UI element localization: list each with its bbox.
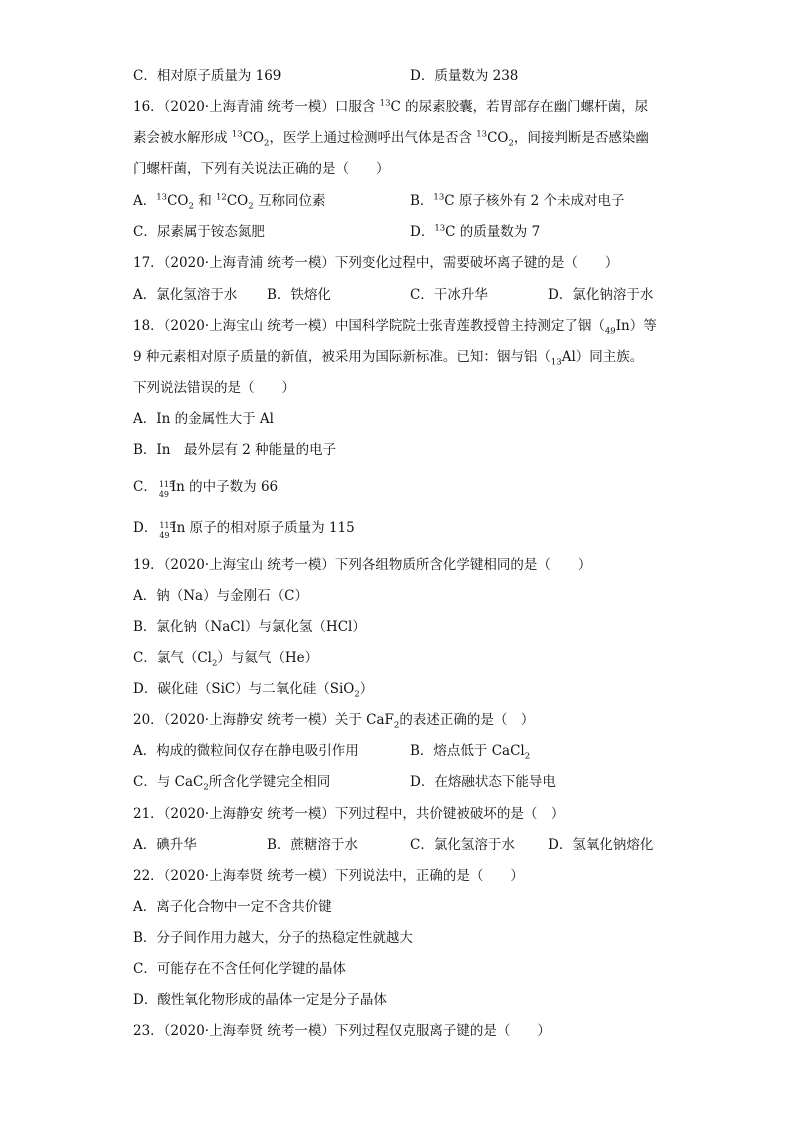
q20-option-b: B．熔点低于 CaCl$_2$: [410, 743, 531, 762]
q20-option-a: A．构成的微粒间仅存在静电吸引作用: [133, 743, 359, 759]
q20-option-c: C．与 CaC$_2$所含化学键完全相同: [133, 774, 331, 793]
q22-option-b: B．分子间作用力越大，分子的热稳定性就越大: [133, 930, 413, 946]
q20-stem: 20．（2020·上海静安 统考一模）关于 CaF$_2$的表述正确的是（ ）: [133, 712, 535, 731]
q18-option-c: C． 115 49 In 的中子数为 66: [133, 479, 279, 499]
q18-option-d: D． 115 49 In 原子的相对原子质量为 115: [133, 520, 355, 540]
q16-option-b: B．$^{13}$C 原子核外有 2 个未成对电子: [410, 192, 625, 209]
q15-option-c: C．相对原子质量为 169: [133, 68, 282, 84]
q18-stem-line3: 下列说法错误的是（ ）: [133, 380, 295, 396]
q16-option-c: C．尿素属于铵态氮肥: [133, 224, 265, 240]
q18-option-b: B．In 最外层有 2 种能量的电子: [133, 442, 337, 458]
q17-stem: 17．（2020·上海青浦 统考一模）下列变化过程中，需要破坏离子键的是（ ）: [133, 255, 619, 271]
q22-option-d: D．酸性氧化物形成的晶体一定是分子晶体: [133, 992, 387, 1008]
q19-option-b: B．氯化钠（NaCl）与氯化氢（HCl）: [133, 619, 366, 635]
q18-option-a: A．In 的金属性大于 Al: [133, 411, 274, 427]
q17-option-b: B．铁熔化: [267, 287, 331, 303]
q22-stem: 22．（2020·上海奉贤 统考一模）下列说法中，正确的是（ ）: [133, 868, 524, 884]
q15-option-d: D．质量数为 238: [410, 68, 519, 84]
q20-option-d: D．在熔融状态下能导电: [410, 774, 556, 790]
q22-option-c: C．可能存在不含任何化学键的晶体: [133, 961, 346, 977]
q21-option-a: A．碘升华: [133, 837, 197, 853]
isotope-notation: 115 49: [158, 479, 175, 499]
q23-stem: 23．（2020·上海奉贤 统考一模）下列过程仅克服离子键的是（ ）: [133, 1023, 551, 1039]
q16-option-a: A．$^{13}CO_2$ 和 $^{12}CO_2$ 互称同位素: [133, 192, 326, 212]
q17-option-a: A．氯化氢溶于水: [133, 287, 238, 303]
q18-stem-line1: 18．（2020·上海宝山 统考一模）中国科学院院士张青莲教授曾主持测定了铟$(_{49}In)$等: [133, 318, 657, 337]
q19-option-d: D．碳化硅（SiC）与二氧化硅（SiO$_2$）: [133, 681, 374, 700]
q19-option-a: A．钠（Na）与金刚石（C）: [133, 588, 308, 604]
q21-stem: 21．（2020·上海静安 统考一模）下列过程中，共价键被破坏的是（ ）: [133, 806, 565, 822]
isotope-notation: 115 49: [159, 520, 175, 540]
q18-stem-line2: 9 种元素相对原子质量的新值，被采用为国际新标准。已知：铟与铝$(_{13}Al)$同主族。: [133, 349, 644, 368]
q19-option-c: C．氯气$(Cl_2)$与氦气（He）: [133, 650, 319, 669]
q16-stem-line2: 素会被水解形成 $^{13}CO_2$，医学上通过检测呼出气体是否含 $^{13}CO_2$，间接判断是否感染幽: [133, 129, 649, 149]
q16-stem-line1: 16．（2020·上海青浦 统考一模）口服含 $^{13}$C 的尿素胶囊，若胃部存在幽门螺杆菌，尿: [133, 98, 649, 115]
q21-option-b: B．蔗糖溶于水: [267, 837, 358, 853]
q17-option-c: C．干冰升华: [410, 287, 488, 303]
q16-option-d: D．$^{13}$C 的质量数为 7: [410, 223, 541, 240]
q17-option-d: D．氯化钠溶于水: [548, 287, 654, 303]
q21-option-c: C．氯化氢溶于水: [410, 837, 515, 853]
q19-stem: 19．（2020·上海宝山 统考一模）下列各组物质所含化学键相同的是（ ）: [133, 557, 592, 573]
q21-option-d: D．氢氧化钠熔化: [548, 837, 654, 853]
q16-stem-line3: 门螺杆菌，下列有关说法正确的是（ ）: [133, 161, 390, 177]
q22-option-a: A．离子化合物中一定不含共价键: [133, 899, 332, 915]
